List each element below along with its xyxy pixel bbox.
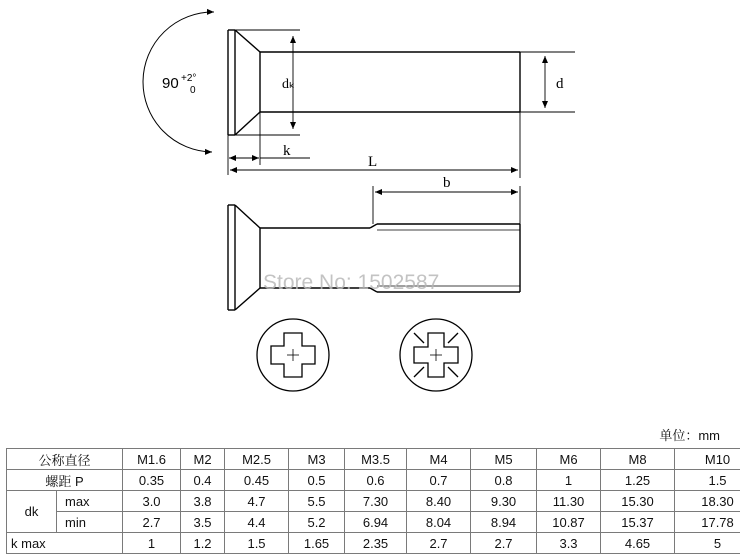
table-cell: 1.25 (601, 470, 675, 491)
table-cell: 15.37 (601, 512, 675, 533)
table-row-nominal-diameter (7, 449, 740, 470)
column-header: M3.5 (345, 449, 407, 470)
table-row-pitch (7, 470, 740, 491)
table-cell: 18.30 (675, 491, 740, 512)
L-label: L (368, 154, 378, 170)
table-cell: 8.94 (471, 512, 537, 533)
table-cell: 10.87 (537, 512, 601, 533)
b-label: b (443, 175, 451, 191)
table-cell: 3.3 (537, 533, 601, 554)
table-cell: 0.45 (225, 470, 289, 491)
column-header: M5 (471, 449, 537, 470)
dk-label: dₖ (282, 77, 295, 92)
column-header: M8 (601, 449, 675, 470)
table-cell: 8.40 (407, 491, 471, 512)
dimension-lines-threaded (373, 186, 520, 224)
table-cell: 1.2 (181, 533, 225, 554)
table-cell: 2.35 (345, 533, 407, 554)
column-header: M4 (407, 449, 471, 470)
table-cell: 0.4 (181, 470, 225, 491)
table-cell: 5 (675, 533, 740, 554)
table-cell: 4.65 (601, 533, 675, 554)
angle-tolerance-lower: 0 (190, 85, 196, 96)
table-cell: 3.5 (181, 512, 225, 533)
table-cell: 1 (537, 470, 601, 491)
table-cell: 1 (123, 533, 181, 554)
table-cell: 4.4 (225, 512, 289, 533)
column-header: M3 (289, 449, 345, 470)
table-cell: 9.30 (471, 491, 537, 512)
table-cell: 11.30 (537, 491, 601, 512)
angle-label: 90 (162, 75, 179, 92)
table-row-dk-min (7, 512, 740, 533)
column-header: M2.5 (225, 449, 289, 470)
table-cell: 0.35 (123, 470, 181, 491)
screw-side-view-threaded (228, 205, 520, 310)
table-cell: 15.30 (601, 491, 675, 512)
table-cell: 4.7 (225, 491, 289, 512)
d-label: d (556, 76, 564, 92)
k-max-label: k max (7, 533, 123, 554)
pozidriv-drive-icon (400, 319, 472, 391)
phillips-drive-icon (257, 319, 329, 391)
column-header: M6 (537, 449, 601, 470)
pitch-label: 螺距 P (7, 470, 123, 491)
table-cell: 3.8 (181, 491, 225, 512)
screw-spec-table (6, 448, 740, 554)
table-cell: 1.65 (289, 533, 345, 554)
table-cell: 0.5 (289, 470, 345, 491)
table-cell: 17.78 (675, 512, 740, 533)
table-cell: 0.6 (345, 470, 407, 491)
table-cell: 5.2 (289, 512, 345, 533)
table-cell: 2.7 (471, 533, 537, 554)
column-header: M1.6 (123, 449, 181, 470)
table-cell: 5.5 (289, 491, 345, 512)
table-cell: 2.7 (123, 512, 181, 533)
min-label: min (57, 512, 123, 533)
table-cell: 3.0 (123, 491, 181, 512)
dk-label: dk (7, 491, 57, 533)
table-row-k-max (7, 533, 740, 554)
table-cell: 6.94 (345, 512, 407, 533)
table-row-dk-max (7, 491, 740, 512)
table-cell: 1.5 (675, 470, 740, 491)
store-watermark: Store No: 1502587 (263, 271, 440, 294)
table-cell: 0.8 (471, 470, 537, 491)
table-cell: 7.30 (345, 491, 407, 512)
table-cell: 8.04 (407, 512, 471, 533)
angle-tolerance-upper: +2° (181, 73, 197, 84)
column-header: M2 (181, 449, 225, 470)
max-label: max (57, 491, 123, 512)
table-cell: 2.7 (407, 533, 471, 554)
table-cell: 1.5 (225, 533, 289, 554)
nominal-diameter-label: 公称直径 (7, 449, 123, 470)
table-cell: 0.7 (407, 470, 471, 491)
k-label: k (283, 143, 291, 159)
screw-side-view-top (143, 12, 520, 152)
column-header: M10 (675, 449, 740, 470)
unit-note: 单位：mm (659, 428, 720, 443)
